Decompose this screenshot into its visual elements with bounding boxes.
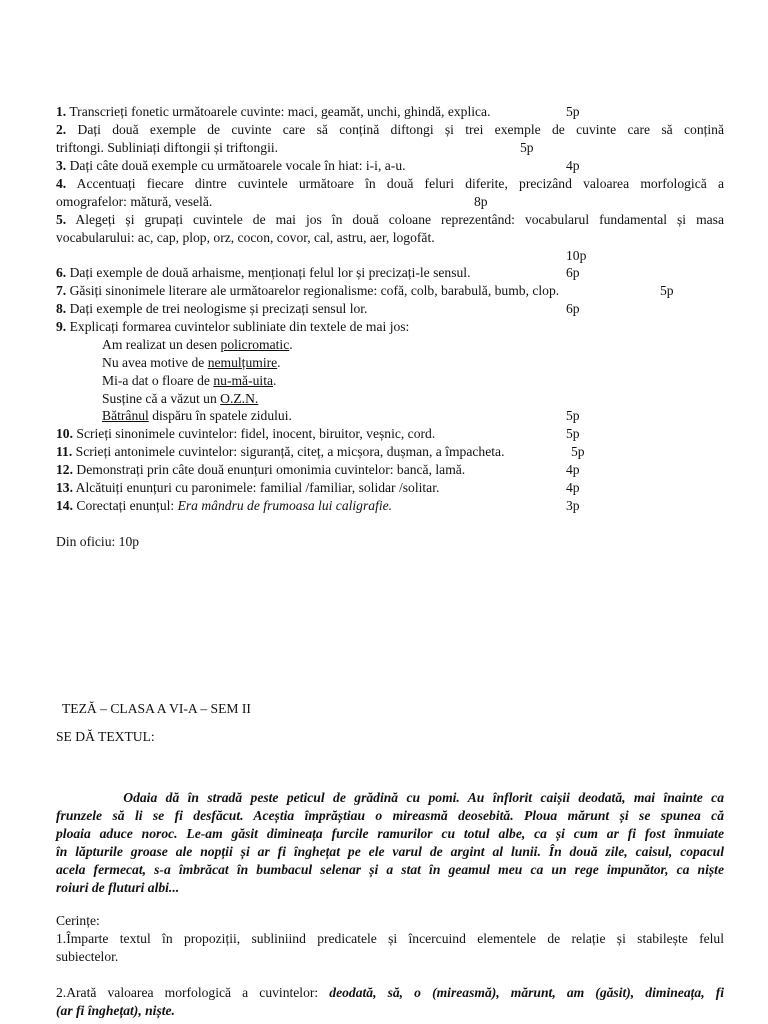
question-3-points: 4p xyxy=(566,158,580,173)
question-9-points: 5p xyxy=(566,408,580,423)
question-14-points: 3p xyxy=(566,498,580,513)
passage-line: ploaia aduce noroc. Le-am găsit dimineața furcile ramurilor cu totul albe, ca și cum ar fi fost înmuiate xyxy=(56,826,724,841)
question-13-points: 4p xyxy=(566,480,580,495)
question-7-points: 5p xyxy=(660,283,674,298)
passage-line: roiuri de fluturi albi... xyxy=(56,880,180,895)
question-11-points: 5p xyxy=(571,444,585,459)
question-4-points: 8p xyxy=(474,194,488,209)
passage-line: Odaia dă în stradă peste peticul de grădină cu pomi. Au înflorit caișii deodată, mai înainte ca xyxy=(56,790,724,805)
question-2: 2. Dați două exemple de cuvinte care să conțină diftongi și trei exemple de cuvinte care să conțină xyxy=(56,122,724,137)
question-5-cont: vocabularului: ac, cap, plop, orz, cocon, covor, cal, astru, aer, logofăt. xyxy=(56,230,435,245)
example-line: Susține că a văzut un O.Z.N. xyxy=(102,391,259,406)
passage-line: acela fermecat, s-a îmbrăcat în bumbacul selenar și a stat în geamul meu ca un rege impunător, ca niște xyxy=(56,862,724,877)
cerinta-1-cont: subiectelor. xyxy=(56,949,119,964)
question-4-cont: omografelor: mătură, veselă. xyxy=(56,194,213,209)
question-10: 10. Scrieți sinonimele cuvintelor: fidel, inocent, biruitor, veșnic, cord. xyxy=(56,426,436,441)
question-5-points: 10p xyxy=(566,248,587,263)
question-6: 6. Dați exemple de două arhaisme, menționați felul lor și precizați-le sensul. xyxy=(56,265,471,280)
example-line: Mi-a dat o floare de nu-mă-uita. xyxy=(102,373,277,388)
question-2-points: 5p xyxy=(520,140,534,155)
example-line: Bătrânul dispăru în spatele zidului. xyxy=(102,408,292,423)
underlined-word: nu-mă-uita xyxy=(213,373,273,388)
question-4: 4. Accentuați fiecare dintre cuvintele următoare în două feluri diferite, precizând valoarea morfologică a xyxy=(56,176,724,191)
example-line: Am realizat un desen policromatic. xyxy=(102,337,293,352)
question-12-points: 4p xyxy=(566,462,580,477)
question-3: 3. Dați câte două exemple cu următoarele vocale în hiat: i-i, a-u. xyxy=(56,158,406,173)
underlined-word: Bătrânul xyxy=(102,408,149,423)
question-8: 8. Dați exemple de trei neologisme și precizați sensul lor. xyxy=(56,301,368,316)
cerinta-2: 2.Arată valoarea morfologică a cuvintelor: deodată, să, o (mireasmă), mărunt, am (găsit), dimineața, fi xyxy=(56,985,724,1000)
question-14: 14. Corectați enunțul: Era mândru de frumoasa lui caligrafie. xyxy=(56,498,393,513)
example-line: Nu avea motive de nemulțumire. xyxy=(102,355,281,370)
teza-title: TEZĂ – CLASA A VI-A – SEM II xyxy=(62,701,251,716)
passage-line: frunzele să li se fi desfăcut. Aceștia împrăștiau o mireasmă deosebită. Ploua mărunt și se spunea că xyxy=(56,808,724,823)
question-11: 11. Scrieți antonimele cuvintelor: siguranță, citeț, a micșora, dușman, a împacheta. xyxy=(56,444,505,459)
cerinte-label: Cerințe: xyxy=(56,913,100,928)
question-9: 9. Explicați formarea cuvintelor subliniate din textele de mai jos: xyxy=(56,319,410,334)
question-8-points: 6p xyxy=(566,301,580,316)
question-7: 7. Găsiți sinonimele literare ale următoarelor regionalisme: cofă, colb, barabulă, bumb, clop. xyxy=(56,283,560,298)
underlined-word: nemulțumire xyxy=(207,355,278,370)
cerinta-2-cont: (ar fi înghețat), niște. xyxy=(56,1003,175,1018)
se-da-textul: SE DĂ TEXTUL: xyxy=(56,729,155,744)
din-oficiu: Din oficiu: 10p xyxy=(56,534,140,549)
question-6-points: 6p xyxy=(566,265,580,280)
cerinta-1: 1.Împarte textul în propoziții, subliniind predicatele și încercuind elementele de relație și stabilește felul xyxy=(56,931,724,946)
question-5: 5. Alegeți și grupați cuvintele de mai jos în două coloane reprezentând: vocabularul fundamental și masa xyxy=(56,212,724,227)
question-13: 13. Alcătuiți enunțuri cu paronimele: familial /familiar, solidar /solitar. xyxy=(56,480,440,495)
passage-line: în lăpturile groase ale nopții și ar fi înghețat pe ele varul de argint al lunii. În două zile, caisul, copacul xyxy=(56,844,724,859)
question-1-points: 5p xyxy=(566,104,580,119)
question-2-cont: triftongi. Subliniați diftongii și triftongii. xyxy=(56,140,279,155)
question-1: 1. Transcrieți fonetic următoarele cuvinte: maci, geamăt, unchi, ghindă, explica. xyxy=(56,104,491,119)
question-12: 12. Demonstrați prin câte două enunțuri omonimia cuvintelor: bancă, lamă. xyxy=(56,462,466,477)
underlined-word: O.Z.N. xyxy=(220,391,259,406)
question-10-points: 5p xyxy=(566,426,580,441)
underlined-word: policromatic xyxy=(220,337,290,352)
